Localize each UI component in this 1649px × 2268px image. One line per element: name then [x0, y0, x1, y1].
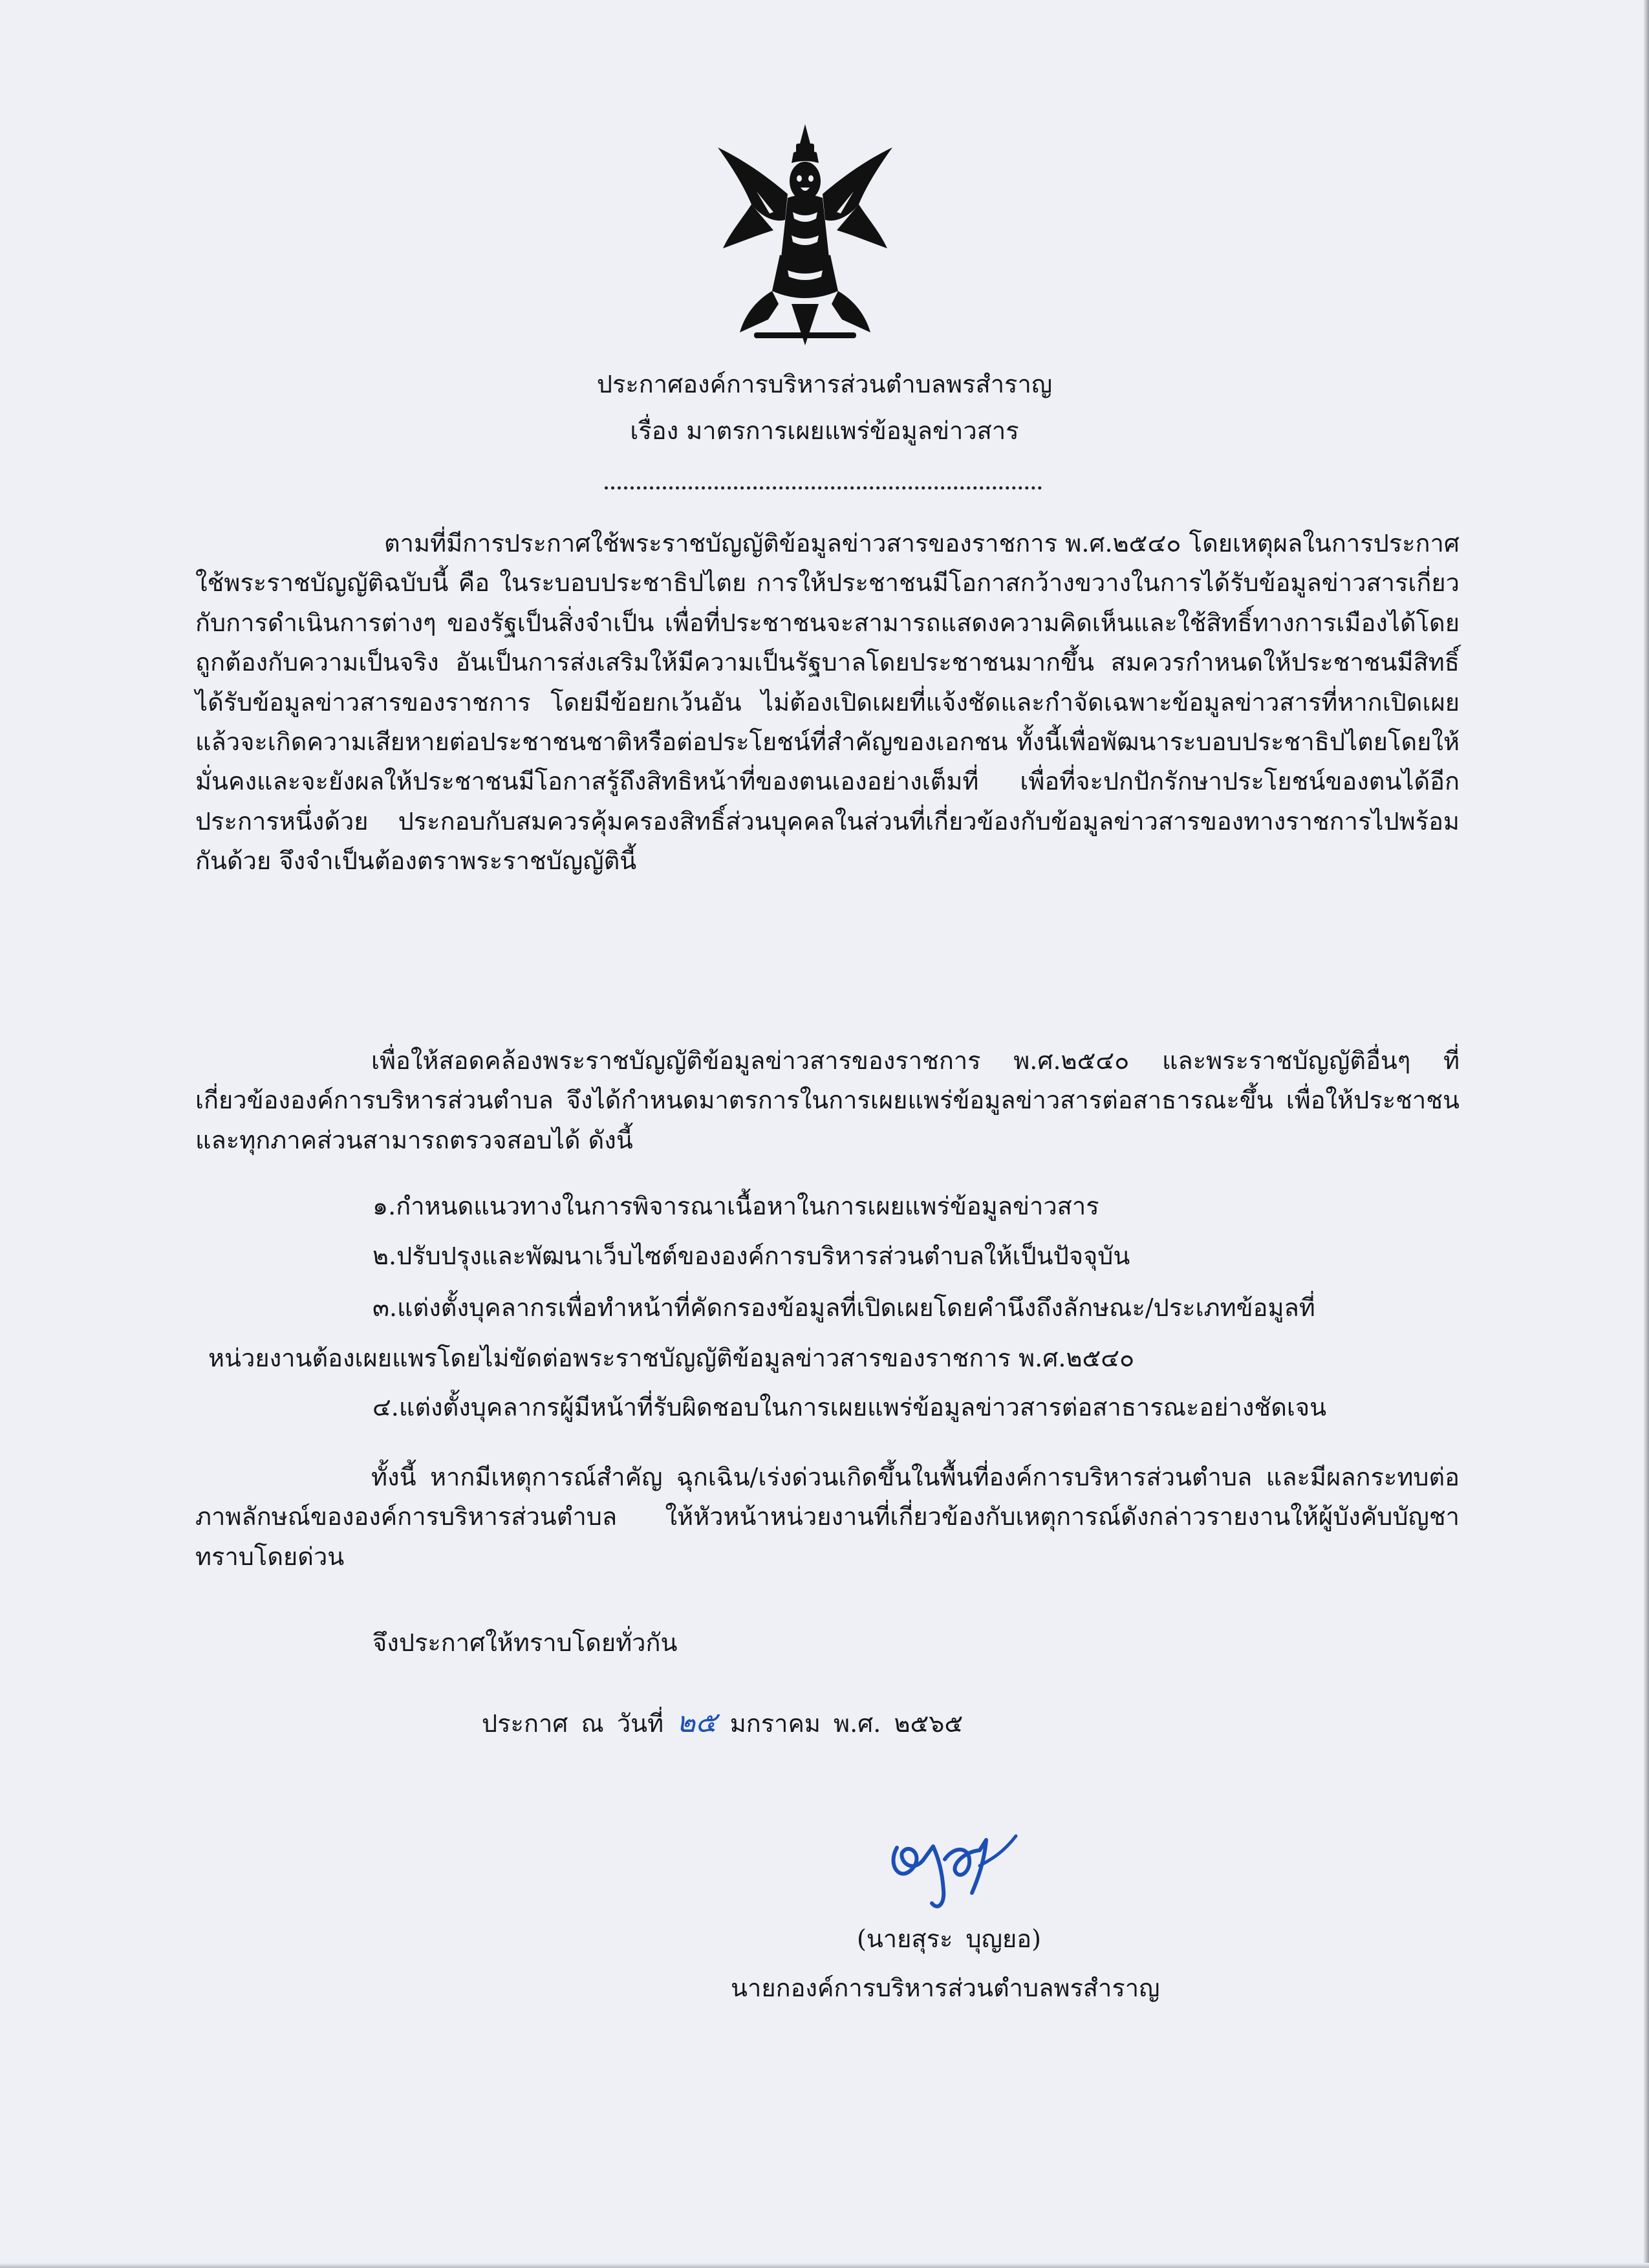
closing-line: จึงประกาศให้ทราบโดยทั่วกัน: [372, 1628, 678, 1657]
page-edge: [1643, 0, 1649, 2268]
measure-item-2: ๒.ปรับปรุงและพัฒนาเว็บไซต์ขององค์การบริหารส่วนตำบลให้เป็นปัจจุบัน: [372, 1242, 1130, 1270]
measure-item-3: ๓.แต่งตั้งบุคลากรเพื่อทำหน้าที่คัดกรองข้อมูลที่เปิดเผยโดยคำนึงถึงลักษณะ/ประเภทข้อมูลที่: [372, 1293, 1315, 1322]
announcement-date: [482, 1703, 963, 1744]
announcement-title: ประกาศองค์การบริหารส่วนตำบลพรสำราญ: [596, 370, 1053, 398]
handwritten-signature: [883, 1820, 1025, 1917]
signer-position: นายกองค์การบริหารส่วนตำบลพรสำราญ: [731, 1974, 1160, 2002]
page-bottom-edge: [0, 2263, 1649, 2268]
signer-name: (นายสุระ บุญยอ): [857, 1925, 1041, 1953]
measure-item-3-continued: หน่วยงานต้องเผยแพรโดยไม่ขัดต่อพระราชบัญญัติข้อมูลข่าวสารของราชการ พ.ศ.๒๕๔๐: [208, 1344, 1135, 1372]
garuda-emblem: [711, 122, 899, 354]
announcement-subject: เรื่อง มาตรการเผยแพร่ข้อมูลข่าวสาร: [630, 416, 1019, 445]
measure-item-4: ๔.แต่งตั้งบุคลากรผู้มีหน้าที่รับผิดชอบในการเผยแพร่ข้อมูลข่าวสารต่อสาธารณะอย่างชัดเจน: [372, 1393, 1327, 1421]
date-day-handwritten: ๒๕: [676, 1706, 717, 1739]
date-prefix: ประกาศ ณ วันที่: [482, 1709, 664, 1738]
date-suffix: มกราคม พ.ศ. ๒๕๖๕: [729, 1709, 964, 1738]
body-paragraph-3: ทั้งนี้ หากมีเหตุการณ์สำคัญ ฉุกเฉิน/เร่งด่วนเกิดขึ้นในพื้นที่องค์การบริหารส่วนตำบล และมีผลกระทบต่อภาพลักษณ์ขององค์การบริหารส่วนตำบล ให้หัวหน้าหน่วยงานที่เกี่ยวข้องกับเหตุการณ์ดังกล่าวรายงานให้ผู้บังคับบัญชาทราบโดยด่วน: [195, 1463, 1460, 1571]
body-paragraph-2: เพื่อให้สอดคล้องพระราชบัญญัติข้อมูลข่าวสารของราชการ พ.ศ.๒๕๔๐ และพระราชบัญญัติอื่นๆ ที่เกี่ยวข้ององค์การบริหารส่วนตำบล จึงได้กำหนดมาตรการในการเผยแพร่ข้อมูลข่าวสารต่อสาธารณะขึ้น เพื่อให้ประชาชนและทุกภาคส่วนสามารถตรวจสอบได้ ดังนี้: [195, 1046, 1460, 1154]
dotted-divider: [605, 486, 1042, 490]
body-paragraph-1: ตามที่มีการประกาศใช้พระราชบัญญัติข้อมูลข่าวสารของราชการ พ.ศ.๒๕๔๐ โดยเหตุผลในการประกาศใช้พระราชบัญญัติฉบับนี้ คือ ในระบอบประชาธิปไตย การให้ประชาชนมีโอกาสกว้างขวางในการได้รับข้อมูลข่าวสารเกี่ยวกับการดำเนินการต่างๆ ของรัฐเป็นสิ่งจำเป็น เพื่อที่ประชาชนจะสามารถแสดงความคิดเห็นและใช้สิทธิ์ทางการเมืองได้โดยถูกต้องกับความเป็นจริง อันเป็นการส่งเสริมให้มีความเป็นรัฐบาลโดยประชาชนมากขึ้น สมควรกำหนดให้ประชาชนมีสิทธิ์ได้รับข้อมูลข่าวสารของราชการ โดยมีข้อยกเว้นอัน ไม่ต้องเปิดเผยที่แจ้งชัดและกำจัดเฉพาะข้อมูลข่าวสารที่หากเปิดเผยแล้วจะเกิดความเสียหายต่อประชาชนชาติหรือต่อประโยชน์ที่สำคัญของเอกชน ทั้งนี้เพื่อพัฒนาระบอบประชาธิปไตยโดยให้มั่นคงและจะยังผลให้ประชาชนมีโอกาสรู้ถึงสิทธิหน้าที่ของตนเองอย่างเต็มที่ เพื่อที่จะปกปักรักษาประโยชน์ของตนได้อีกประการหนึ่งด้วย ประกอบกับสมควรคุ้มครองสิทธิ์ส่วนบุคคลในส่วนที่เกี่ยวข้องกับข้อมูลข่าวสารของทางราชการไปพร้อมกันด้วย จึงจำเป็นต้องตราพระราชบัญญัตินี้: [195, 529, 1460, 876]
measure-item-1: ๑.กำหนดแนวทางในการพิจารณาเนื้อหาในการเผยแพร่ข้อมูลข่าวสาร: [372, 1192, 1099, 1220]
